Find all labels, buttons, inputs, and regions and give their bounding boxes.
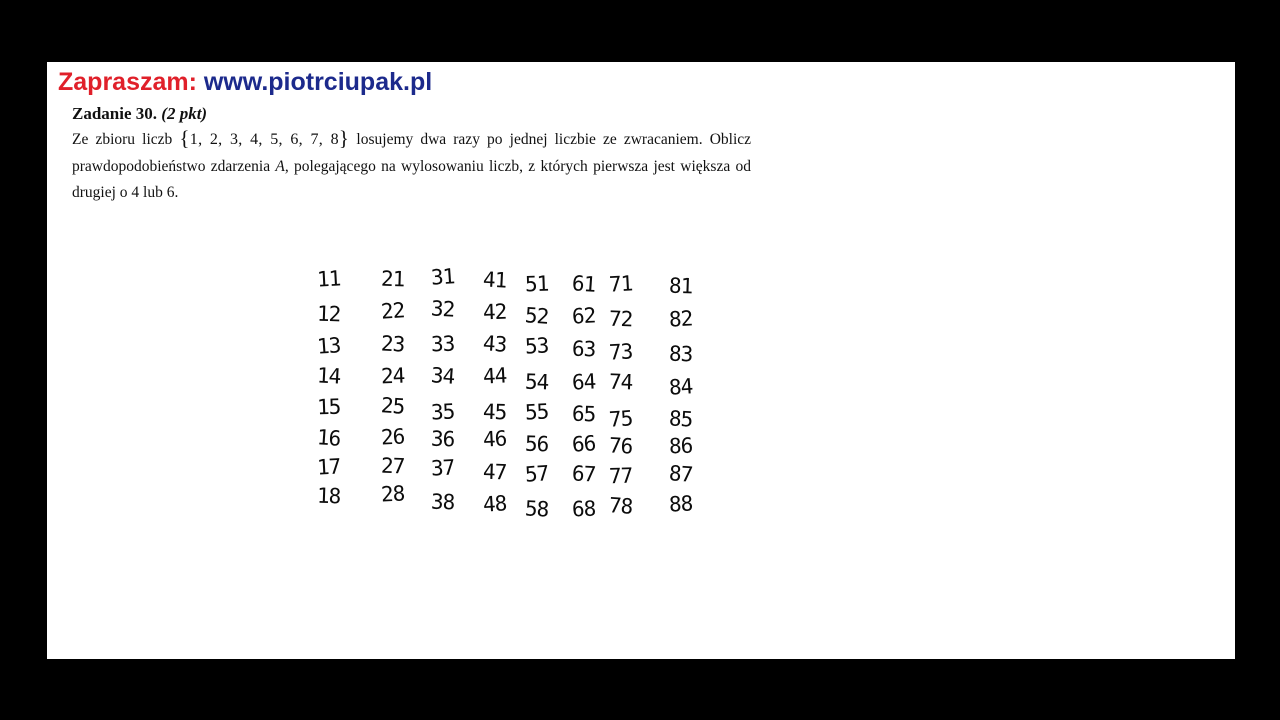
handwritten-pair-75: 75	[608, 406, 634, 432]
handwritten-pair-43: 43	[482, 331, 508, 357]
event-symbol: A	[275, 157, 285, 175]
invite-text: Zapraszam:	[58, 68, 197, 96]
task-number: Zadanie 30.	[72, 104, 158, 123]
handwritten-pair-37: 37	[430, 455, 455, 481]
handwritten-pair-81: 81	[668, 273, 693, 299]
handwritten-pair-83: 83	[668, 341, 693, 367]
handwritten-pair-54: 54	[524, 369, 549, 395]
task-title	[72, 104, 751, 124]
handwritten-pair-77: 77	[608, 463, 633, 489]
handwritten-pair-55: 55	[524, 399, 549, 425]
handwritten-pair-11: 11	[316, 266, 341, 292]
statement-part-3: , polegającego na wylosowaniu liczb, z których pierwsza jest większa od drugiej o 4 lub 6.	[72, 157, 751, 201]
handwritten-pair-61: 61	[571, 271, 597, 297]
handwritten-pair-71: 71	[608, 271, 633, 297]
handwritten-pair-17: 17	[316, 454, 341, 480]
handwritten-pair-63: 63	[571, 336, 596, 362]
handwritten-pair-53: 53	[524, 333, 549, 359]
set-close-brace: }	[338, 126, 350, 150]
handwritten-pair-32: 32	[430, 296, 455, 322]
handwritten-pair-35: 35	[430, 399, 455, 425]
task-block	[72, 104, 751, 207]
handwritten-pair-56: 56	[524, 431, 549, 457]
handwritten-pair-13: 13	[316, 333, 342, 359]
website-link[interactable]: www.piotrciupak.pl	[203, 68, 433, 96]
handwritten-pair-34: 34	[430, 363, 456, 389]
handwritten-pair-28: 28	[380, 481, 405, 507]
handwritten-pair-25: 25	[380, 393, 406, 419]
handwritten-pair-18: 18	[316, 483, 341, 509]
handwritten-pair-22: 22	[380, 298, 406, 324]
handwritten-pair-78: 78	[608, 493, 634, 519]
handwritten-pair-88: 88	[668, 491, 693, 517]
handwritten-pair-76: 76	[608, 433, 633, 459]
set-elements: 1, 2, 3, 4, 5, 6, 7, 8	[189, 131, 339, 148]
handwritten-pair-73: 73	[608, 339, 633, 365]
handwritten-pair-24: 24	[380, 363, 405, 389]
handwritten-pair-46: 46	[482, 426, 507, 452]
statement-part-2: losujemy dwa razy po jednej liczbie ze zwracaniem. Oblicz prawdopodobieństwo zdarzenia	[72, 131, 752, 175]
handwritten-pair-86: 86	[668, 433, 693, 459]
site-header	[58, 68, 432, 97]
handwritten-pair-74: 74	[608, 369, 633, 395]
set-open-brace: {	[179, 126, 190, 150]
handwritten-pair-36: 36	[430, 426, 455, 452]
handwritten-pair-65: 65	[571, 401, 596, 427]
handwritten-pair-66: 66	[571, 431, 597, 457]
handwritten-pair-27: 27	[380, 453, 405, 479]
handwritten-pair-51: 51	[524, 271, 549, 297]
handwritten-pair-26: 26	[380, 424, 405, 450]
handwritten-pair-57: 57	[524, 461, 550, 487]
handwritten-pair-47: 47	[482, 459, 507, 485]
handwritten-pair-48: 48	[482, 491, 508, 517]
task-statement	[72, 125, 751, 207]
handwritten-pair-45: 45	[482, 399, 507, 425]
handwritten-pair-12: 12	[316, 301, 341, 327]
handwritten-pair-41: 41	[482, 267, 507, 293]
handwritten-pair-42: 42	[482, 299, 507, 325]
handwritten-pair-62: 62	[571, 303, 596, 329]
handwritten-pair-85: 85	[668, 406, 693, 432]
handwritten-pair-84: 84	[668, 374, 694, 400]
handwritten-pair-87: 87	[668, 461, 694, 487]
handwritten-pair-23: 23	[380, 331, 405, 357]
handwritten-pair-44: 44	[482, 363, 507, 389]
task-points: (2 pkt)	[161, 104, 208, 123]
handwritten-pair-68: 68	[571, 496, 596, 522]
handwritten-pair-72: 72	[608, 306, 633, 332]
handwritten-pair-33: 33	[430, 331, 455, 357]
number-set	[179, 126, 350, 150]
worksheet-page	[47, 62, 1235, 659]
handwritten-pair-82: 82	[668, 306, 693, 332]
handwritten-pair-14: 14	[316, 363, 341, 389]
handwritten-pair-21: 21	[380, 266, 405, 292]
handwritten-pair-58: 58	[524, 496, 549, 522]
handwritten-pair-38: 38	[430, 489, 455, 515]
handwritten-pair-64: 64	[571, 369, 596, 395]
statement-part-1: Ze zbioru liczb	[72, 131, 173, 148]
handwritten-pair-15: 15	[316, 394, 341, 420]
handwritten-pair-67: 67	[571, 461, 596, 487]
handwritten-pair-52: 52	[524, 303, 550, 329]
handwritten-pair-31: 31	[430, 264, 456, 290]
handwritten-pair-16: 16	[316, 425, 342, 451]
